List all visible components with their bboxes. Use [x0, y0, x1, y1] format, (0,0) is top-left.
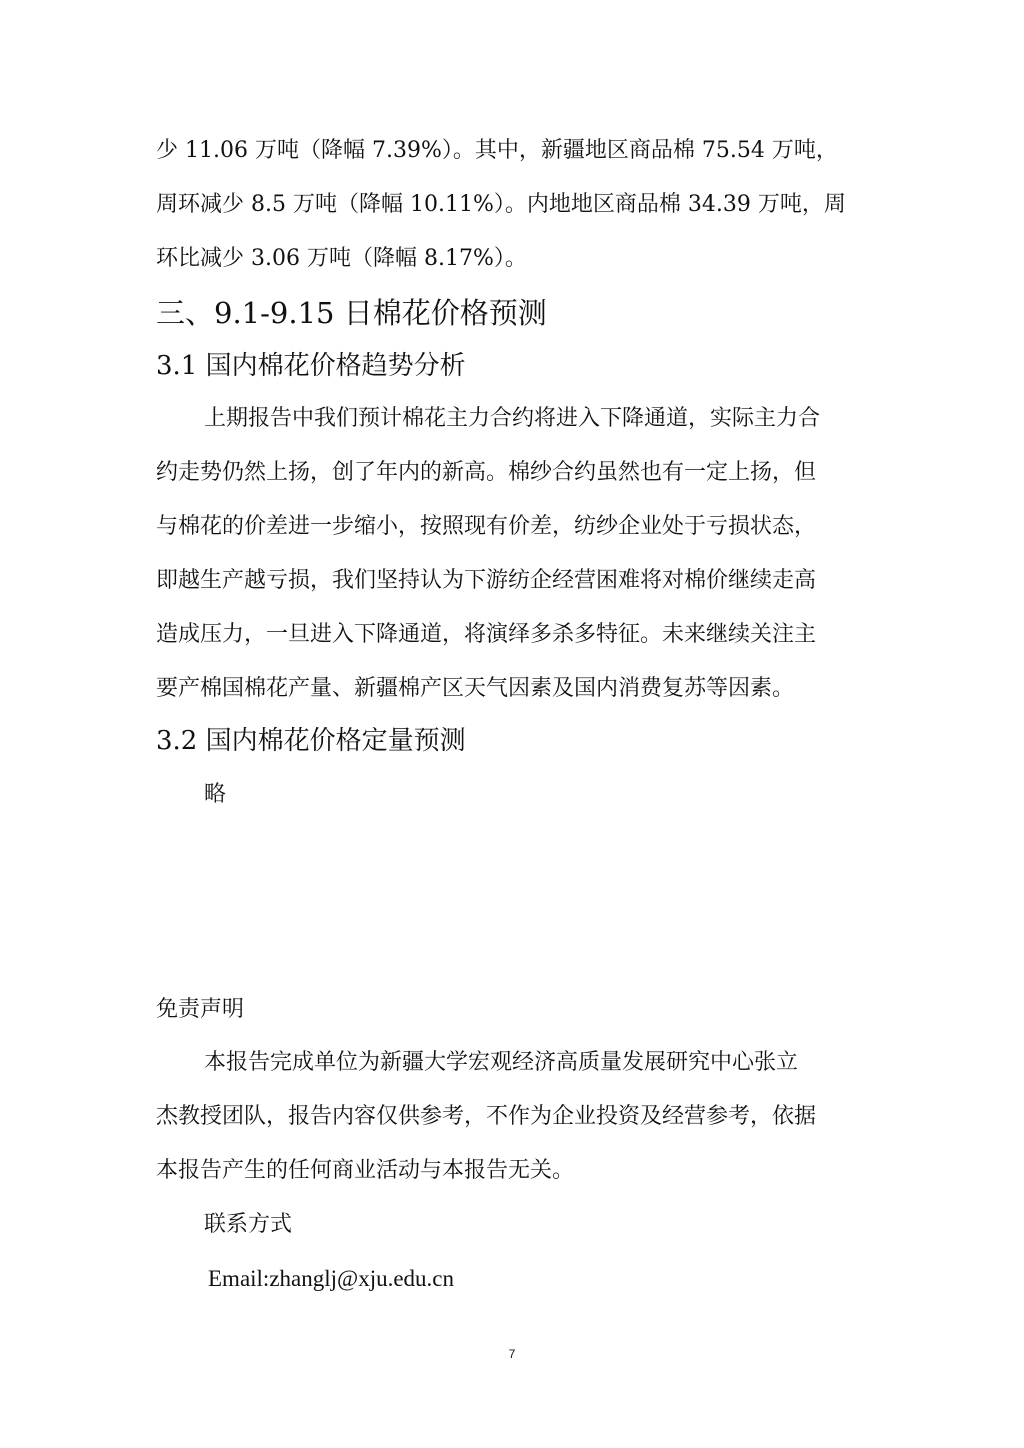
page-number: 7 [508, 1347, 516, 1361]
paragraph-line: 即越生产越亏损，我们坚持认为下游纺企经营困难将对棉价继续走高 [156, 568, 817, 593]
paragraph-line: 造成压力，一旦进入下降通道，将演绎多杀多特征。未来继续关注主 [156, 622, 817, 647]
disclaimer-paragraph [156, 1036, 870, 1198]
subsection-title-3-1: 3.1 国内棉花价格趋势分析 [156, 351, 466, 381]
contact-title: 联系方式 [204, 1212, 293, 1237]
paragraph-line: 约走势仍然上扬，创了年内的新高。棉纱合约虽然也有一定上扬，但 [156, 460, 817, 485]
quantitative-forecast-body [204, 768, 404, 822]
paragraph-line: 要产棉国棉花产量、新疆棉产区天气因素及国内消费复苏等因素。 [156, 676, 795, 701]
subsection-title-3-2: 3.2 国内棉花价格定量预测 [156, 726, 466, 756]
trend-analysis-paragraph [156, 392, 870, 716]
paragraph-line: 杰教授团队，报告内容仅供参考，不作为企业投资及经营参考，依据 [156, 1104, 817, 1129]
paragraph-line: 本报告完成单位为新疆大学宏观经济高质量发展研究中心张立 [204, 1050, 799, 1075]
paragraph-line: 本报告产生的任何商业活动与本报告无关。 [156, 1158, 575, 1183]
intro-line: 周环减少 8.5 万吨（降幅 10.11%）。内地地区商品棉 34.39 万吨，周 [156, 192, 846, 217]
section-title: 三、9.1-9.15 日棉花价格预测 [156, 296, 547, 330]
disclaimer-title: 免责声明 [156, 997, 245, 1022]
paragraph-line: 上期报告中我们预计棉花主力合约将进入下降通道，实际主力合 [204, 406, 821, 431]
intro-line: 环比减少 3.06 万吨（降幅 8.17%）。 [156, 246, 527, 271]
contact-email[interactable]: Email:zhanglj@xju.edu.cn [208, 1266, 455, 1291]
intro-line: 少 11.06 万吨（降幅 7.39%）。其中，新疆地区商品棉 75.54 万吨， [156, 138, 838, 163]
paragraph-line: 与棉花的价差进一步缩小，按照现有价差，纺纱企业处于亏损状态， [156, 514, 817, 539]
paragraph-line: 略 [204, 782, 227, 807]
intro-paragraph [156, 124, 870, 286]
